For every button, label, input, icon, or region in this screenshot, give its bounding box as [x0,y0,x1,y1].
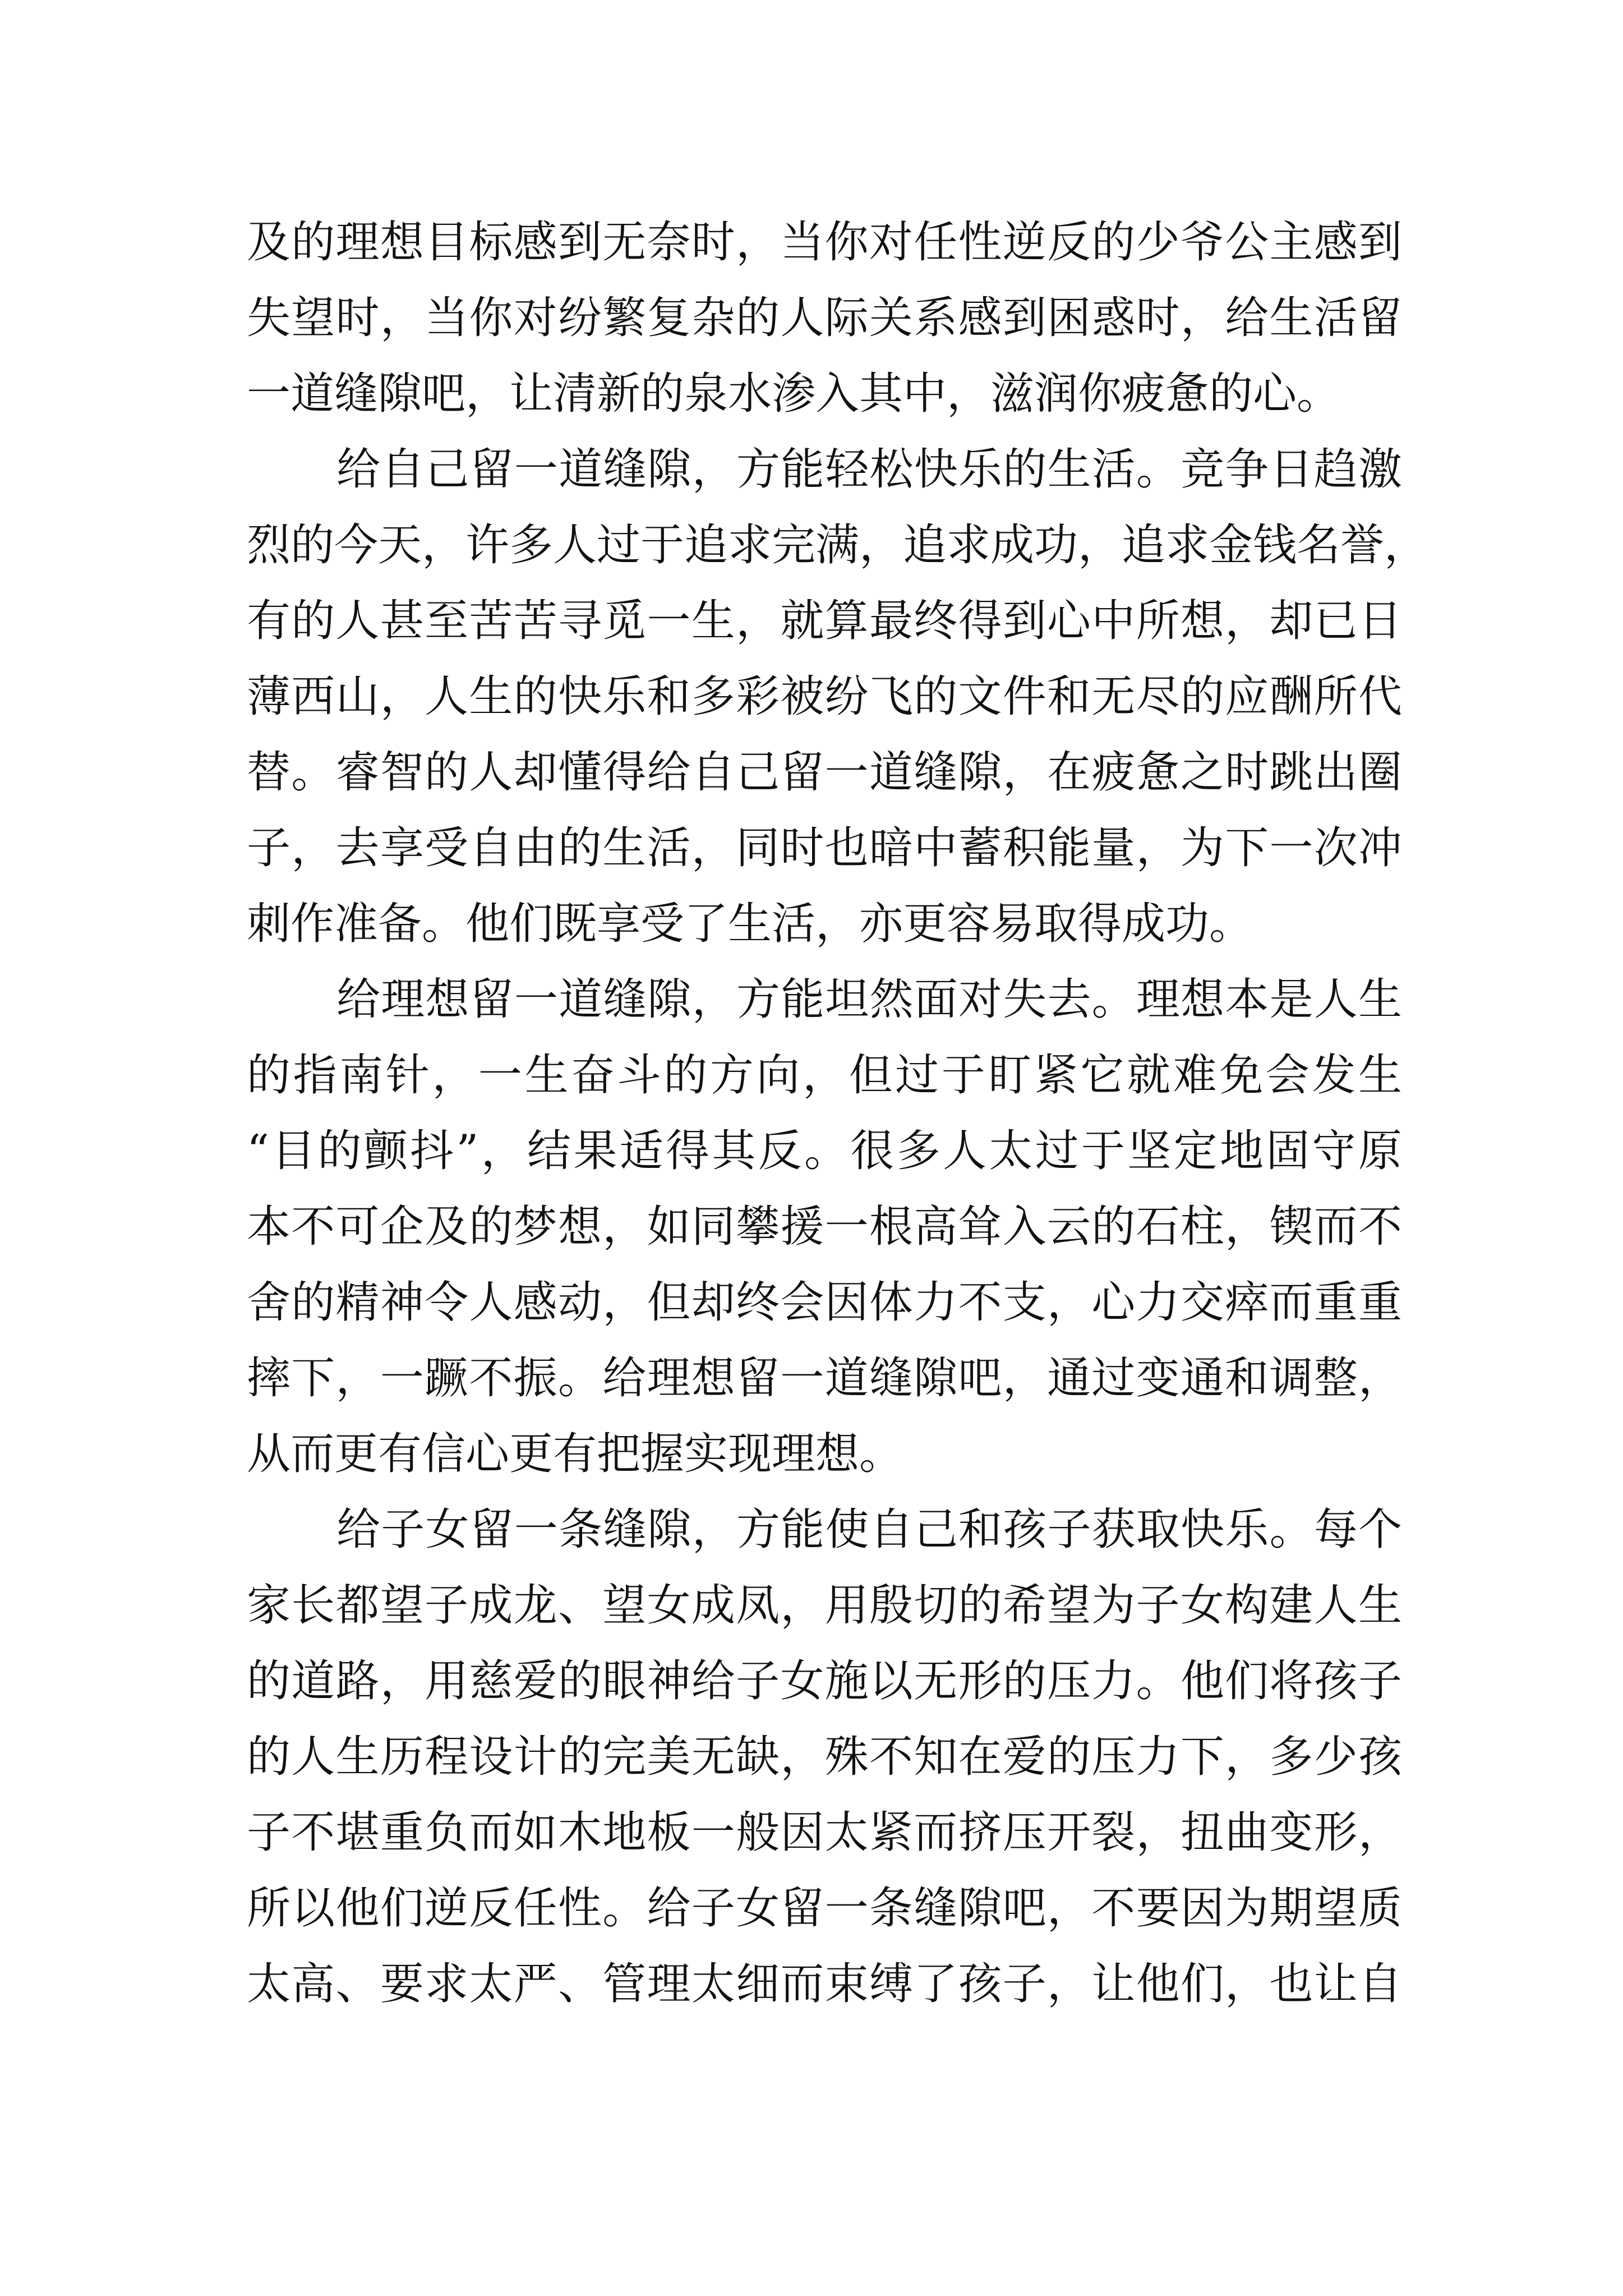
text-line: “目的颤抖”，结果适得其反。很多人太过于坚定地固守原 [247,1126,1402,1176]
text-line: 有的人甚至苦苦寻觅一生，就算最终得到心中所想，却已日 [247,596,1402,646]
text-line: 薄西山，人生的快乐和多彩被纷飞的文件和无尽的应酬所代 [247,671,1402,722]
text-line: 太高、要求太严、管理太细而束缚了孩子，让他们，也让自 [247,1959,1402,2009]
text-line: 家长都望子成龙、望女成凤，用殷切的希望为子女构建人生 [247,1580,1402,1631]
text-line: 刺作准备。他们既享受了生活，亦更容易取得成功。 [247,899,1253,949]
text-line: 从而更有信心更有把握实现理想。 [247,1429,903,1479]
text-line: 子不堪重负而如木地板一般因太紧而挤压开裂，扭曲变形， [247,1807,1402,1858]
text-line: 失望时，当你对纷繁复杂的人际关系感到困惑时，给生活留 [247,293,1402,343]
text-line: 所以他们逆反任性。给子女留一条缝隙吧，不要因为期望质 [247,1883,1402,1934]
text-line: 给子女留一条缝隙，方能使自己和孩子获取快乐。每个 [336,1504,1402,1555]
body-text [247,205,1428,2022]
text-line: 给理想留一道缝隙，方能坦然面对失去。理想本是人生 [336,974,1402,1025]
text-line: 子，去享受自由的生活，同时也暗中蓄积能量，为下一次冲 [247,823,1402,873]
text-line: 替。睿智的人却懂得给自己留一道缝隙，在疲惫之时跳出圈 [247,747,1402,798]
text-line: 摔下，一蹶不振。给理想留一道缝隙吧，通过变通和调整， [247,1353,1402,1404]
text-line: 一道缝隙吧，让清新的泉水渗入其中，滋润你疲惫的心。 [247,369,1341,419]
text-line: 的指南针，一生奋斗的方向，但过于盯紧它就难免会发生 [247,1050,1402,1101]
text-line: 本不可企及的梦想，如同攀援一根高耸入云的石柱，锲而不 [247,1202,1402,1252]
text-line: 烈的今天，许多人过于追求完满，追求成功，追求金钱名誉， [247,520,1428,570]
text-line: 及的理想目标感到无奈时，当你对任性逆反的少爷公主感到 [247,217,1402,268]
text-line: 的道路，用慈爱的眼神给子女施以无形的压力。他们将孩子 [247,1656,1402,1706]
text-line: 给自己留一道缝隙，方能轻松快乐的生活。竞争日趋激 [336,444,1402,495]
text-line: 的人生历程设计的完美无缺，殊不知在爱的压力下，多少孩 [247,1732,1402,1782]
text-line: 舍的精神令人感动，但却终会因体力不支，心力交瘁而重重 [247,1277,1402,1328]
